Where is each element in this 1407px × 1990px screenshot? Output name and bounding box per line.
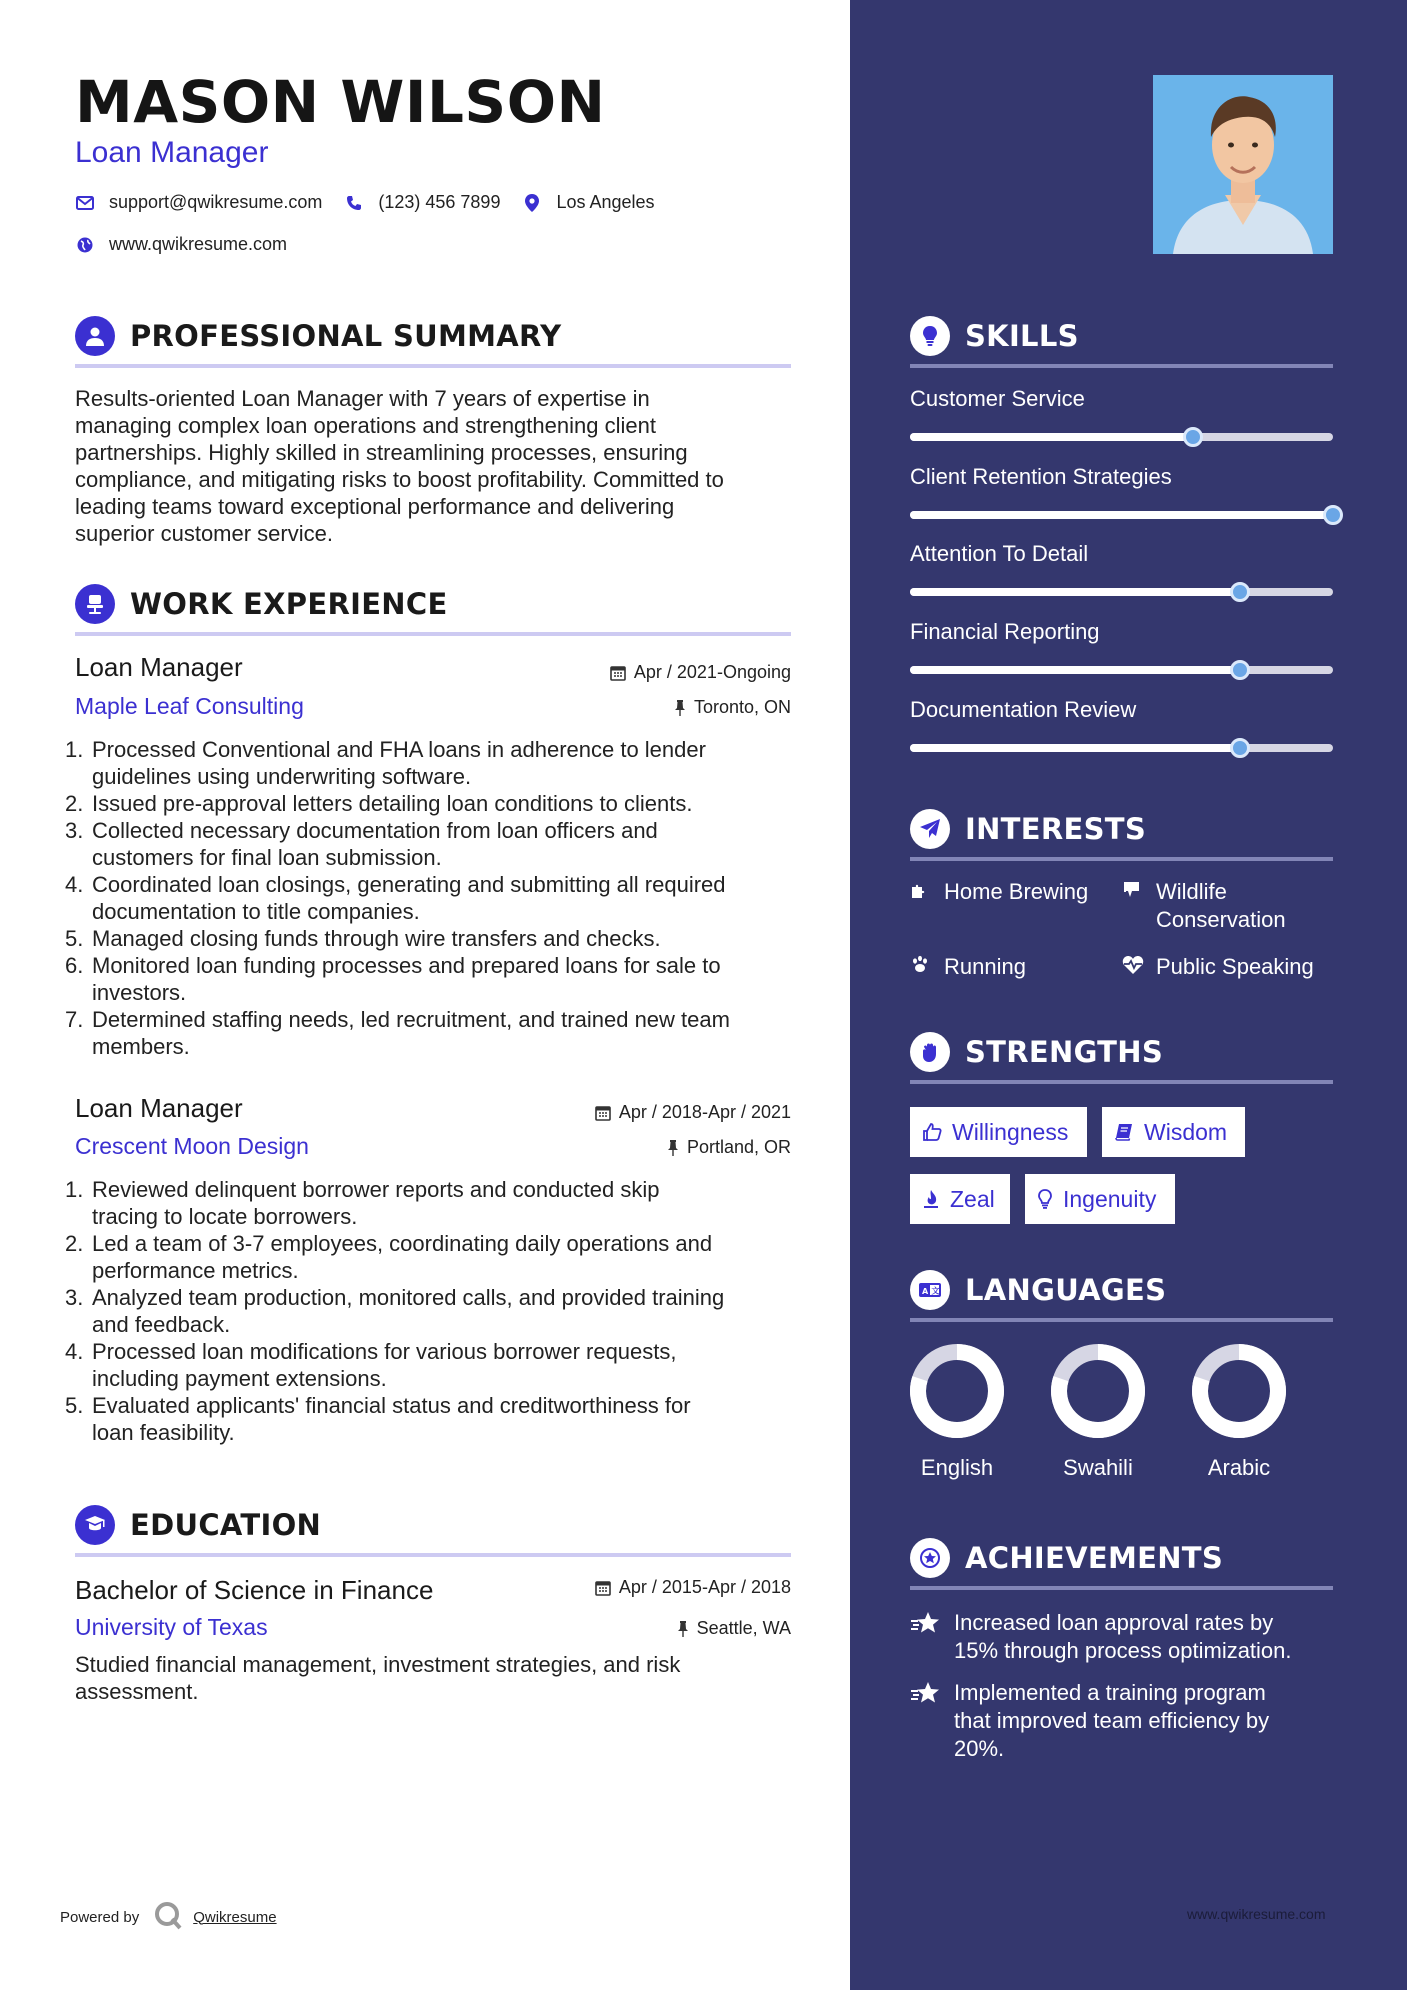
job-title: Loan Manager xyxy=(75,652,243,682)
company-name: Maple Leaf Consulting xyxy=(75,693,304,719)
paper-plane-icon xyxy=(910,809,950,849)
achievement-item: Increased loan approval rates by 15% through process optimization. xyxy=(910,1609,1333,1665)
section-divider xyxy=(75,364,791,368)
skill-fill xyxy=(910,744,1240,752)
pin-icon xyxy=(674,700,686,716)
section-title: LANGUAGES xyxy=(965,1273,1167,1307)
interests-section-header xyxy=(910,809,1333,861)
skill-label: Documentation Review xyxy=(910,697,1137,722)
language-item xyxy=(1048,1341,1148,1481)
company-name: Crescent Moon Design xyxy=(75,1133,309,1159)
list-item: 2. Led a team of 3-7 employees, coordinating daily operations and performance metrics. xyxy=(65,1231,713,1283)
pin-icon xyxy=(667,1140,679,1156)
list-item: 1. Processed Conventional and FHA loans in adherence to lender guidelines using underwriting software. xyxy=(65,737,706,789)
achievement-item: Implemented a training program that improved team efficiency by 20%. xyxy=(910,1679,1333,1763)
skills-section-header xyxy=(910,316,1333,368)
envelope-icon xyxy=(75,193,95,213)
language-icon xyxy=(910,1270,950,1310)
job-bullet-list xyxy=(65,1176,795,1446)
flag-icon xyxy=(1122,880,1144,900)
skill-label: Financial Reporting xyxy=(910,619,1100,644)
education-section-header xyxy=(75,1505,791,1557)
star-badge-icon xyxy=(910,1538,950,1578)
skill-knob xyxy=(1230,582,1250,602)
degree-title: Bachelor of Science in Finance xyxy=(75,1575,434,1605)
section-title: SKILLS xyxy=(965,319,1079,353)
section-title: PROFESSIONAL SUMMARY xyxy=(130,319,562,353)
skill-item xyxy=(910,464,1333,490)
calendar-icon xyxy=(610,665,626,681)
map-marker-icon xyxy=(522,193,542,213)
section-title: EDUCATION xyxy=(130,1508,322,1542)
achievements-section-header xyxy=(910,1538,1333,1590)
graduate-icon xyxy=(75,1505,115,1545)
book-icon xyxy=(1114,1122,1134,1142)
section-divider xyxy=(75,632,791,636)
star-trophy-icon xyxy=(910,1611,944,1665)
list-item: 2. Issued pre-approval letters detailing loan conditions to clients. xyxy=(65,791,693,816)
language-ring xyxy=(1189,1341,1289,1441)
skill-knob xyxy=(1323,505,1343,525)
language-ring xyxy=(1048,1341,1148,1441)
lightbulb-icon xyxy=(1037,1189,1053,1209)
job-location: Portland, OR xyxy=(667,1137,791,1158)
skill-label: Client Retention Strategies xyxy=(910,464,1172,489)
pin-icon xyxy=(677,1621,689,1637)
list-item: 4. Coordinated loan closings, generating and submitting all required documentation to title companies. xyxy=(65,872,726,924)
section-divider xyxy=(910,1080,1333,1084)
flame-icon xyxy=(922,1189,940,1209)
thumbs-up-icon xyxy=(922,1122,942,1142)
qwikresume-logo-icon xyxy=(153,1900,183,1934)
location-text: Los Angeles xyxy=(556,192,655,212)
phone-icon xyxy=(344,193,364,213)
contact-row xyxy=(75,192,677,213)
section-divider xyxy=(910,364,1333,368)
strength-tag: Ingenuity xyxy=(1025,1174,1175,1224)
skill-label: Customer Service xyxy=(910,386,1085,411)
list-item: 6. Monitored loan funding processes and prepared loans for sale to investors. xyxy=(65,953,721,1005)
education-description: Studied financial management, investment strategies, and risk assessment. xyxy=(75,1652,681,1704)
phone-number[interactable]: (123) 456 7899 xyxy=(378,192,501,212)
skill-knob xyxy=(1230,738,1250,758)
user-icon xyxy=(75,316,115,356)
candidate-role: Loan Manager xyxy=(75,136,269,169)
calendar-icon xyxy=(595,1580,611,1596)
svg-text:文: 文 xyxy=(931,1286,940,1296)
list-item: 1. Reviewed delinquent borrower reports and conducted skip tracing to locate borrowers. xyxy=(65,1177,660,1229)
job-bullet-list xyxy=(65,736,795,1060)
summary-text: Results-oriented Loan Manager with 7 years of expertise in managing complex loan operations and strengthening client partnerships. Highly skilled in streamlining processes, ensuring compliance, and mitigating risks to boost profitability. Committed to leading teams toward exceptional performance and delivering superior customer service. xyxy=(75,386,724,546)
contact-row-2 xyxy=(75,234,309,255)
fist-icon xyxy=(910,1032,950,1072)
profile-photo xyxy=(1153,75,1333,254)
language-label: English xyxy=(920,1455,994,1480)
website-link[interactable]: www.qwikresume.com xyxy=(109,234,288,254)
language-ring xyxy=(907,1341,1007,1441)
skill-fill xyxy=(910,666,1240,674)
section-title: WORK EXPERIENCE xyxy=(130,587,448,621)
skill-item xyxy=(910,541,1333,567)
strength-tag: Zeal xyxy=(910,1174,1010,1224)
skill-bar xyxy=(910,588,1333,596)
section-title: ACHIEVEMENTS xyxy=(965,1541,1224,1575)
skill-bar xyxy=(910,433,1333,441)
language-label: Swahili xyxy=(1063,1455,1133,1480)
list-item: 5. Managed closing funds through wire transfers and checks. xyxy=(65,926,661,951)
education-dates: Apr / 2015-Apr / 2018 xyxy=(595,1577,791,1598)
powered-by: Powered by Qwikresume xyxy=(60,1900,277,1934)
skill-bar xyxy=(910,511,1333,519)
job-location: Toronto, ON xyxy=(674,697,791,718)
list-item: 7. Determined staffing needs, led recruitment, and trained new team members. xyxy=(65,1007,730,1059)
section-divider xyxy=(75,1553,791,1557)
interest-item: Public Speaking xyxy=(1122,953,1314,981)
list-item: 3. Collected necessary documentation from loan officers and customers for final loan submission. xyxy=(65,818,658,870)
heartbeat-icon xyxy=(1122,955,1144,975)
language-item xyxy=(1189,1341,1289,1481)
list-item: 4. Processed loan modifications for various borrower requests, including payment extensions. xyxy=(65,1339,677,1391)
skill-item xyxy=(910,386,1333,412)
section-title: INTERESTS xyxy=(965,812,1147,846)
lightbulb-icon xyxy=(910,316,950,356)
section-divider xyxy=(910,1318,1333,1322)
language-label: Arabic xyxy=(1207,1455,1271,1480)
skill-item xyxy=(910,619,1333,645)
strengths-section-header xyxy=(910,1032,1333,1084)
language-item xyxy=(907,1341,1007,1481)
section-divider xyxy=(910,1586,1333,1590)
skill-bar xyxy=(910,744,1333,752)
candidate-name: MASON WILSON xyxy=(75,68,606,136)
skill-fill xyxy=(910,588,1240,596)
job-dates: Apr / 2018-Apr / 2021 xyxy=(595,1102,791,1123)
skill-fill xyxy=(910,511,1333,519)
interest-item: Home Brewing xyxy=(910,878,1088,906)
sidebar xyxy=(850,0,1407,1990)
calendar-icon xyxy=(595,1105,611,1121)
skill-bar xyxy=(910,666,1333,674)
strength-tag: Willingness xyxy=(910,1107,1087,1157)
section-divider xyxy=(910,857,1333,861)
svg-text:A: A xyxy=(922,1287,929,1296)
interest-item: Wildlife Conservation xyxy=(1122,878,1286,934)
skill-knob xyxy=(1230,660,1250,680)
section-title: STRENGTHS xyxy=(965,1035,1164,1069)
skill-knob xyxy=(1183,427,1203,447)
list-item: 5. Evaluated applicants' financial status and creditworthiness for loan feasibility. xyxy=(65,1393,691,1445)
education-location: Seattle, WA xyxy=(677,1618,791,1639)
email-link[interactable]: support@qwikresume.com xyxy=(109,192,323,212)
summary-section-header xyxy=(75,316,791,368)
skill-fill xyxy=(910,433,1193,441)
qwikresume-link[interactable]: Qwikresume xyxy=(193,1908,277,1926)
chair-icon xyxy=(75,584,115,624)
list-item: 3. Analyzed team production, monitored calls, and provided training and feedback. xyxy=(65,1285,725,1337)
experience-section-header xyxy=(75,584,791,636)
globe-icon xyxy=(75,235,95,255)
job-dates: Apr / 2021-Ongoing xyxy=(610,662,791,683)
skill-item xyxy=(910,697,1333,723)
job-title: Loan Manager xyxy=(75,1093,243,1123)
school-name: University of Texas xyxy=(75,1614,268,1640)
paw-icon xyxy=(910,955,932,975)
strength-tag: Wisdom xyxy=(1102,1107,1245,1157)
footer-website[interactable]: www.qwikresume.com xyxy=(1187,1906,1326,1922)
languages-section-header xyxy=(910,1270,1333,1322)
skill-label: Attention To Detail xyxy=(910,541,1089,566)
star-trophy-icon xyxy=(910,1681,944,1763)
puzzle-icon xyxy=(910,880,932,900)
interest-item: Running xyxy=(910,953,1026,981)
